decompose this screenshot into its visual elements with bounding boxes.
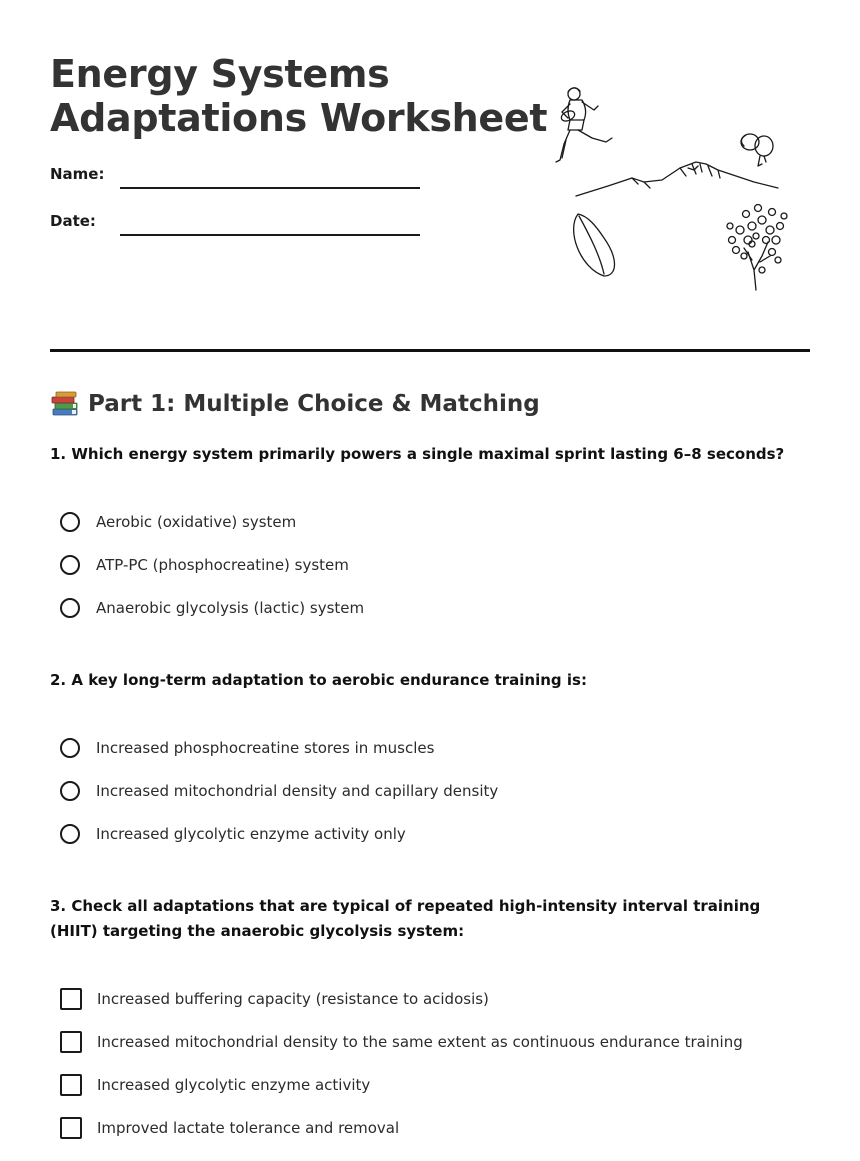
sports-illustration [548, 80, 798, 300]
mountain-range-icon [576, 162, 778, 196]
option-label: Aerobic (oxidative) system [96, 513, 297, 531]
rugby-player-icon [556, 88, 612, 162]
q1-option-1[interactable] [60, 510, 296, 534]
checkbox[interactable] [60, 1074, 82, 1096]
q2-option-2[interactable] [60, 779, 498, 803]
option-label: Increased phosphocreatine stores in muscles [96, 739, 435, 757]
checkbox[interactable] [60, 1031, 82, 1053]
date-field[interactable] [120, 234, 420, 236]
radio-button[interactable] [60, 781, 80, 801]
q3-option-2[interactable] [60, 1030, 743, 1054]
option-label: Improved lactate tolerance and removal [97, 1119, 400, 1137]
option-label: Increased mitochondrial density to the same extent as continuous endurance training [97, 1033, 743, 1051]
option-label: Increased buffering capacity (resistance to acidosis) [97, 990, 489, 1008]
radio-button[interactable] [60, 738, 80, 758]
question-2: 2. A key long-term adaptation to aerobic endurance training is: [50, 671, 587, 689]
question-1: 1. Which energy system primarily powers a single maximal sprint lasting 6–8 seconds? [50, 445, 785, 463]
checkbox[interactable] [60, 988, 82, 1010]
radio-button[interactable] [60, 555, 80, 575]
title-line-1: Energy Systems [50, 52, 390, 96]
q2-option-1[interactable] [60, 736, 434, 760]
q3-option-3[interactable] [60, 1073, 370, 1097]
page-title [50, 52, 547, 140]
date-label: Date: [50, 212, 96, 230]
q3-option-4[interactable] [60, 1116, 399, 1140]
radio-button[interactable] [60, 824, 80, 844]
option-label: Increased mitochondrial density and capillary density [96, 782, 499, 800]
name-field[interactable] [120, 187, 420, 189]
option-label: Anaerobic glycolysis (lactic) system [96, 599, 365, 617]
surfboard-icon [574, 214, 615, 276]
q1-option-3[interactable] [60, 596, 364, 620]
title-line-2: Adaptations Worksheet [50, 96, 548, 140]
checkbox[interactable] [60, 1117, 82, 1139]
option-label: ATP-PC (phosphocreatine) system [96, 556, 349, 574]
name-label: Name: [50, 165, 105, 183]
question-3: 3. Check all adaptations that are typical of repeated high-intensity interval training (HIIT) targeting the anaerobic glycolysis system: [50, 897, 761, 940]
flowering-tree-icon [727, 205, 787, 291]
q2-option-3[interactable] [60, 822, 406, 846]
option-label: Increased glycolytic enzyme activity only [96, 825, 406, 843]
radio-button[interactable] [60, 512, 80, 532]
header-divider [50, 349, 810, 352]
part-1-heading [50, 388, 540, 420]
radio-button[interactable] [60, 598, 80, 618]
option-label: Increased glycolytic enzyme activity [97, 1076, 371, 1094]
part-1-title: Part 1: Multiple Choice & Matching [88, 391, 540, 417]
q3-option-1[interactable] [60, 987, 489, 1011]
books-icon [50, 390, 80, 418]
q1-option-2[interactable] [60, 553, 349, 577]
balloons-icon [741, 134, 773, 166]
